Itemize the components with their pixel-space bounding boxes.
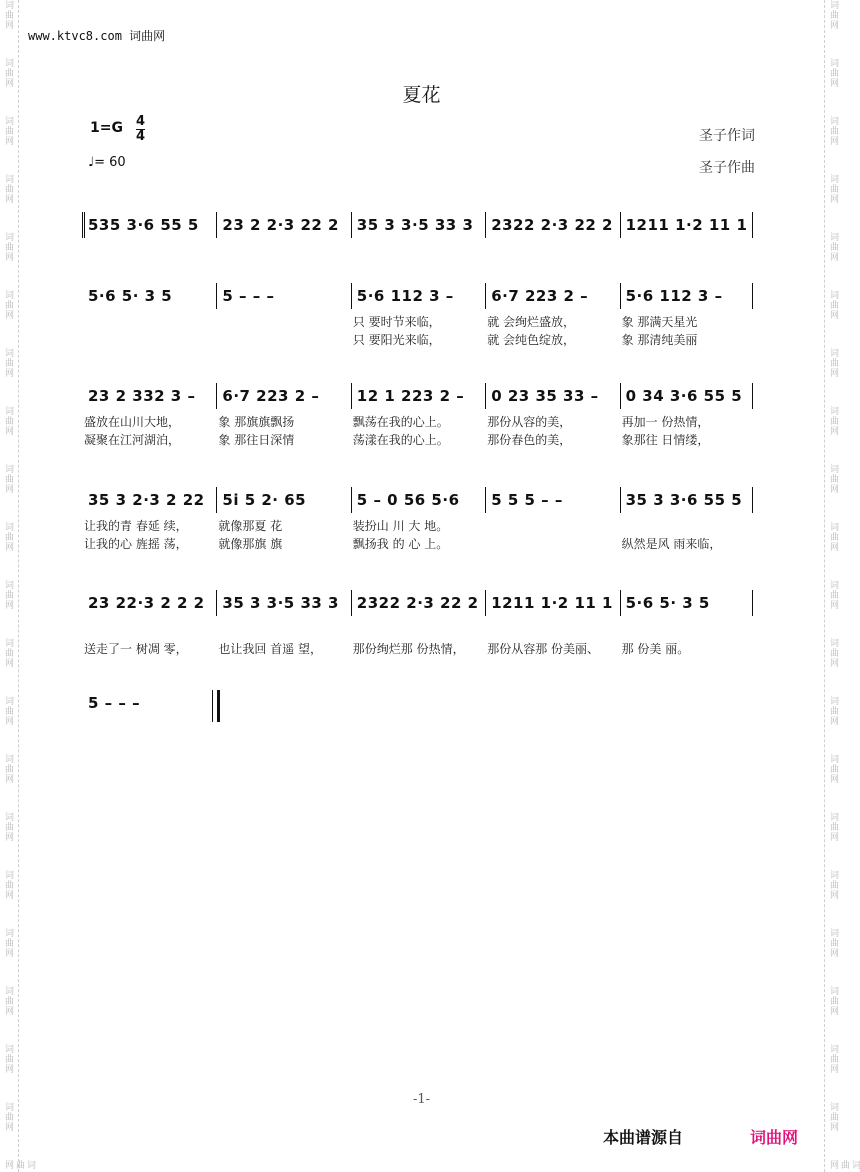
- measure: 5 – – –: [222, 287, 275, 305]
- lyric-text: 就 会绚烂盛放，: [487, 315, 576, 329]
- barline: [485, 383, 486, 409]
- measure: 35 3 3·5 33 3: [356, 216, 474, 234]
- watermark-text: 词曲网: [3, 812, 13, 842]
- watermark-text: 词曲网: [828, 870, 838, 900]
- watermark-text: 词曲网: [828, 1102, 838, 1132]
- measure: 23 2 332 3 –: [88, 387, 196, 405]
- song-title: 夏花: [402, 84, 441, 106]
- measure: 35 3 2·3 2 22: [88, 491, 205, 509]
- score-row: [82, 487, 754, 551]
- barline: [351, 283, 352, 309]
- lyric-text: 凝聚在江河湖泊，: [84, 433, 181, 447]
- barline: [485, 487, 486, 513]
- lyric-text: 只 要时节来临，: [352, 315, 441, 329]
- left-watermark-strip: [0, 0, 35, 1172]
- barline: [752, 487, 753, 513]
- barline: [485, 212, 486, 238]
- measure: 5 – – –: [88, 694, 141, 712]
- watermark-text: 词曲网: [3, 754, 13, 784]
- lyric-text: 送走了一 树凋 零，: [84, 642, 188, 656]
- barline: [752, 383, 753, 409]
- lyric-text: 纵然是风 雨来临，: [621, 537, 722, 551]
- measure: 535 3·6 55 5: [88, 216, 199, 234]
- time-top: 4: [136, 114, 146, 129]
- measure: 1211 1·2 11 1: [491, 594, 613, 612]
- watermark-text: 词曲网: [828, 58, 838, 88]
- barline: [82, 212, 85, 238]
- watermark-text: 词曲网: [828, 986, 838, 1016]
- watermark-text: 词曲网: [3, 638, 13, 668]
- watermark-text: 词曲网: [3, 0, 13, 30]
- lyric-text: 那份从容的美，: [487, 415, 572, 429]
- measure: 23 2 2·3 22 2: [222, 216, 339, 234]
- measure: 5i 5 2· 65: [222, 491, 307, 509]
- watermark-text: 词曲网: [828, 1160, 860, 1170]
- brand-label: 词曲网: [750, 1128, 799, 1147]
- measure: 35 3 3·5 33 3: [222, 594, 339, 612]
- measure: 5 – 0 56 5·6: [356, 491, 460, 509]
- measure: 23 22·3 2 2 2: [88, 594, 205, 612]
- lyric-text: 就 会纯色绽放，: [487, 333, 576, 347]
- right-watermark-strip: [824, 0, 860, 1172]
- lyric-text: 装扮山 川 大 地。: [352, 519, 449, 533]
- watermark-text: 词曲网: [828, 0, 838, 30]
- lyric-text: 那份绚烂那 份热情，: [352, 642, 465, 656]
- measure: 12 1 223 2 –: [356, 387, 465, 405]
- page-number: -1-: [412, 1092, 431, 1107]
- site-url: www.ktvc8.com 词曲网: [28, 29, 166, 43]
- measure: 5·6 5· 3 5: [625, 594, 710, 612]
- measure: 2322 2·3 22 2: [356, 594, 479, 612]
- lyric-text: 象那往 日情缕，: [621, 433, 710, 447]
- measure: 5·6 112 3 –: [356, 287, 454, 305]
- barline: [216, 383, 217, 409]
- watermark-text: 词曲网: [3, 58, 13, 88]
- watermark-text: 词曲网: [828, 116, 838, 146]
- measure: 6·7 223 2 –: [222, 387, 320, 405]
- barline: [620, 212, 621, 238]
- watermark-text: 词曲网: [3, 1160, 35, 1170]
- lyric-text: 荡漾在我的心上。: [352, 433, 449, 447]
- watermark-text: 词曲网: [3, 1102, 13, 1132]
- score-row: [82, 283, 754, 347]
- watermark-text: 词曲网: [3, 464, 13, 494]
- watermark-text: 词曲网: [828, 464, 838, 494]
- time-bottom: 4: [136, 129, 146, 144]
- lyric-text: 只 要阳光来临，: [352, 333, 441, 347]
- lyric-text: 那份春色的美，: [487, 433, 572, 447]
- measure: 5·6 112 3 –: [625, 287, 723, 305]
- watermark-text: 词曲网: [828, 580, 838, 610]
- barline: [351, 212, 352, 238]
- tempo-mark: ♩= 60: [88, 155, 126, 170]
- barline: [752, 590, 753, 616]
- key-signature: 1=G: [90, 120, 123, 136]
- barline: [351, 487, 352, 513]
- barline: [351, 590, 352, 616]
- watermark-text: 词曲网: [828, 1044, 838, 1074]
- watermark-text: 词曲网: [3, 928, 13, 958]
- lyric-text: 让我的青 春延 续，: [84, 519, 188, 533]
- measure: 0 34 3·6 55 5: [625, 387, 743, 405]
- barline: [216, 487, 217, 513]
- time-signature: [136, 115, 145, 144]
- barline: [620, 283, 621, 309]
- barline: [620, 383, 621, 409]
- lyric-text: 也让我回 首遥 望，: [218, 642, 323, 656]
- source-label: 本曲谱源自: [603, 1128, 684, 1147]
- lyric-text: 象 那清纯美丽: [621, 333, 698, 347]
- watermark-text: 词曲网: [828, 290, 838, 320]
- watermark-text: 词曲网: [828, 348, 838, 378]
- watermark-text: 词曲网: [3, 580, 13, 610]
- lyric-text: 让我的心 旌摇 荡，: [84, 537, 188, 551]
- watermark-text: 词曲网: [3, 696, 13, 726]
- lyric-text: 飘荡在我的心上。: [352, 415, 449, 429]
- score-row: [82, 212, 754, 238]
- composer-credit: 圣子作曲: [699, 160, 755, 176]
- measure: 5·6 5· 3 5: [88, 287, 173, 305]
- lyricist-credit: 圣子作词: [699, 128, 755, 144]
- barline: [485, 283, 486, 309]
- watermark-text: 词曲网: [3, 986, 13, 1016]
- watermark-text: 词曲网: [3, 406, 13, 436]
- watermark-text: 词曲网: [3, 116, 13, 146]
- watermark-text: 词曲网: [828, 696, 838, 726]
- watermark-text: 词曲网: [3, 232, 13, 262]
- watermark-text: 词曲网: [3, 290, 13, 320]
- barline: [620, 487, 621, 513]
- watermark-text: 词曲网: [828, 522, 838, 552]
- measure: 5 5 5 – –: [491, 491, 563, 509]
- watermark-text: 词曲网: [828, 928, 838, 958]
- watermark-text: 词曲网: [828, 174, 838, 204]
- lyric-text: 再加一 份热情，: [621, 415, 710, 429]
- lyric-text: 象 那满天星光: [621, 315, 698, 329]
- score-row: [82, 383, 754, 447]
- final-barline: [212, 690, 220, 722]
- barline: [620, 590, 621, 616]
- measure: 0 23 35 33 –: [491, 387, 599, 405]
- barline: [752, 283, 753, 309]
- barline: [752, 212, 753, 238]
- measure: 6·7 223 2 –: [491, 287, 589, 305]
- watermark-text: 词曲网: [828, 638, 838, 668]
- lyric-text: 那份从容那 份美丽、: [487, 642, 600, 656]
- watermark-text: 词曲网: [3, 1044, 13, 1074]
- barline: [216, 590, 217, 616]
- barline: [485, 590, 486, 616]
- watermark-text: 词曲网: [828, 232, 838, 262]
- watermark-text: 词曲网: [3, 348, 13, 378]
- barline: [216, 283, 217, 309]
- watermark-text: 词曲网: [828, 754, 838, 784]
- watermark-text: 词曲网: [3, 522, 13, 552]
- measure: 35 3 3·6 55 5: [625, 491, 743, 509]
- lyric-text: 盛放在山川大地，: [84, 415, 181, 429]
- measure: 2322 2·3 22 2: [491, 216, 613, 234]
- lyric-text: 就像那夏 花: [218, 519, 283, 533]
- barline: [216, 212, 217, 238]
- score-row: [82, 690, 754, 716]
- watermark-text: 词曲网: [3, 870, 13, 900]
- watermark-text: 词曲网: [828, 406, 838, 436]
- score-row: [82, 590, 754, 656]
- lyric-text: 象 那旗旗飘扬: [218, 415, 295, 429]
- lyric-text: 那 份美 丽。: [621, 642, 690, 656]
- watermark-text: 词曲网: [3, 174, 13, 204]
- lyric-text: 飘扬我 的 心 上。: [352, 537, 449, 551]
- barline: [351, 383, 352, 409]
- lyric-text: 象 那往日深情: [218, 433, 295, 447]
- watermark-text: 词曲网: [828, 812, 838, 842]
- lyric-text: 就像那旗 旗: [218, 537, 283, 551]
- measure: 1211 1·2 11 1: [625, 216, 748, 234]
